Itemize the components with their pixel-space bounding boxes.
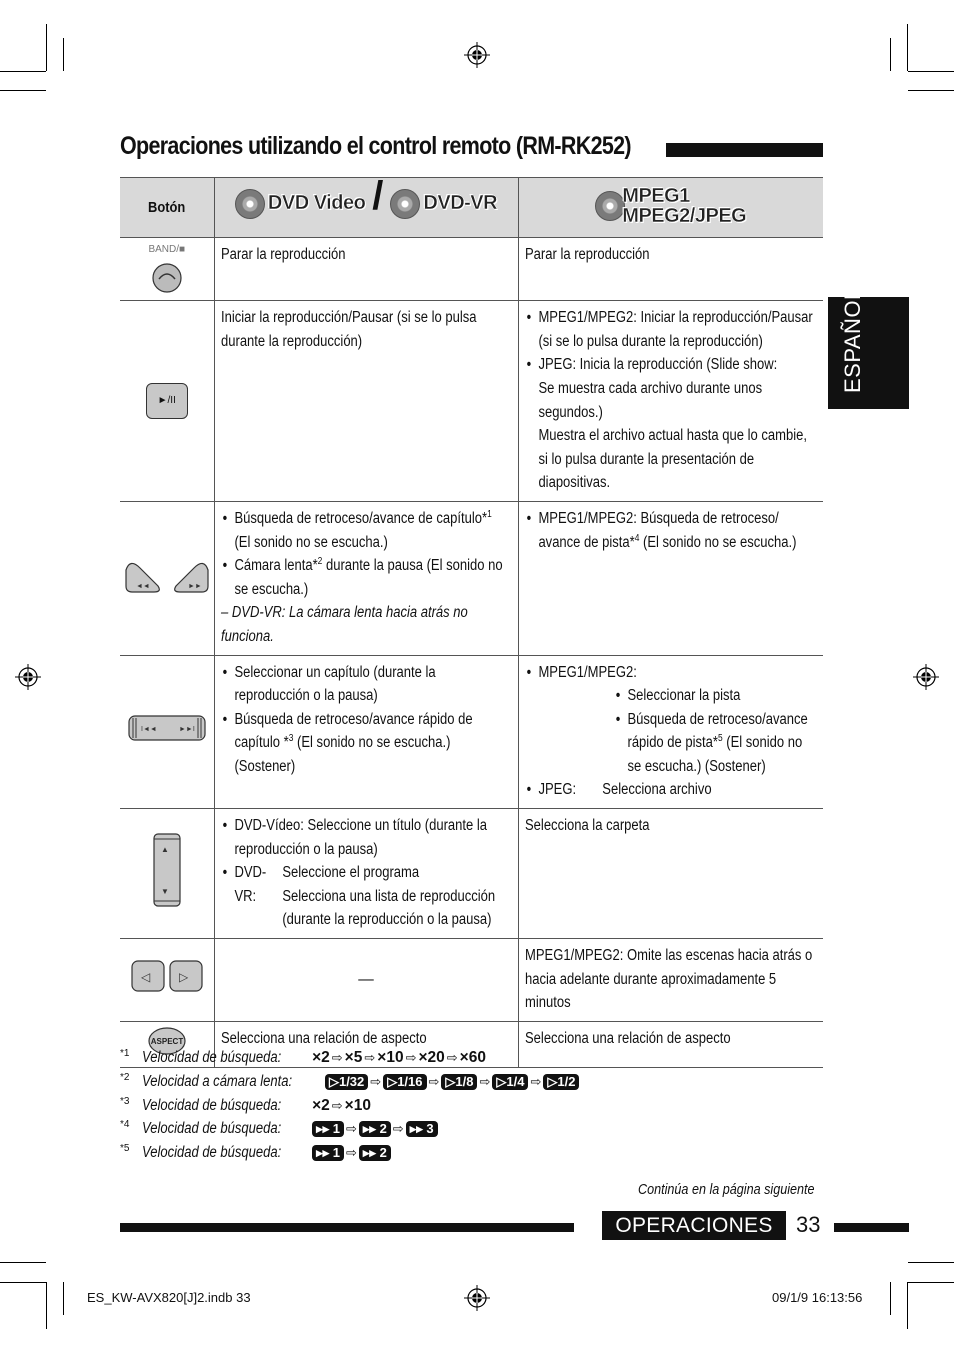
disc-icon bbox=[235, 189, 265, 219]
language-tab bbox=[828, 287, 909, 409]
list-item: • JPEG: Selecciona archivo bbox=[525, 778, 817, 802]
crop-mark bbox=[890, 38, 891, 71]
title-bar bbox=[666, 143, 823, 157]
crop-mark bbox=[46, 1282, 47, 1329]
band-label: BAND/■ bbox=[148, 244, 186, 255]
crop-mark bbox=[907, 1282, 908, 1329]
svg-text:▲: ▲ bbox=[160, 844, 169, 854]
file-info: ES_KW-AVX820[J]2.indb 33 bbox=[87, 1290, 251, 1305]
svg-text:▼: ▼ bbox=[160, 886, 169, 896]
footnotes bbox=[120, 1046, 579, 1165]
remote-operations-table bbox=[120, 173, 823, 1068]
row1-dvd: Parar la reproducción bbox=[214, 238, 518, 301]
svg-text:◁: ◁ bbox=[140, 970, 150, 985]
list-item: • MPEG1/MPEG2: Iniciar la reproducción/Pausar (si se lo pulsa durante la reproducción) bbox=[525, 306, 817, 353]
continues-note: Continúa en la página siguiente bbox=[638, 1181, 815, 1198]
rew-ff-buttons-icon[interactable] bbox=[122, 552, 212, 596]
table-row bbox=[120, 655, 823, 809]
section-label: OPERACIONES bbox=[602, 1211, 786, 1240]
row5-mpeg: Selecciona la carpeta bbox=[518, 809, 823, 939]
mpeg-logo: MPEG1 MPEG2/JPEG bbox=[595, 186, 746, 226]
registration-mark-icon bbox=[913, 664, 939, 690]
row7-dvd: Selecciona una relación de aspecto bbox=[214, 1021, 518, 1067]
table-row bbox=[120, 939, 823, 1022]
crop-mark bbox=[0, 1262, 46, 1263]
row1-mpeg: Parar la reproducción bbox=[518, 238, 823, 301]
row6-dvd: — bbox=[214, 939, 518, 1022]
crop-mark bbox=[46, 24, 47, 71]
disc-icon bbox=[595, 191, 625, 221]
row2-mpeg bbox=[518, 301, 823, 502]
row5-dvd bbox=[214, 809, 518, 939]
play-pause-button[interactable]: ►/II bbox=[146, 383, 188, 419]
list-item: • Búsqueda de retroceso/avance rápido de pista*$^5$ (El sonido no se escucha.) (Sostener) bbox=[614, 708, 817, 779]
band-stop-button-cell bbox=[120, 238, 214, 301]
play-pause-button-cell bbox=[120, 301, 214, 502]
row4-mpeg bbox=[518, 655, 823, 809]
table-row bbox=[120, 501, 823, 655]
left-right-buttons-cell bbox=[120, 939, 214, 1022]
up-down-buttons-icon[interactable] bbox=[152, 832, 182, 908]
registration-mark-icon bbox=[15, 664, 41, 690]
table-row bbox=[120, 238, 823, 301]
header-dvd bbox=[214, 173, 518, 238]
dvd-vr-note: – DVD-VR: La cámara lenta hacia atrás no funciona. bbox=[220, 604, 468, 645]
list-item: • Búsqueda de retroceso/avance de capítulo*$^1$ (El sonido no se escucha.) bbox=[221, 507, 512, 554]
disc-icon bbox=[390, 189, 420, 219]
svg-text:◄◄: ◄◄ bbox=[135, 583, 150, 591]
page-title: Operaciones utilizando el control remoto (RM-RK252) bbox=[120, 132, 631, 160]
footer-bar bbox=[834, 1223, 909, 1232]
crop-mark bbox=[908, 71, 954, 72]
table-row bbox=[120, 809, 823, 939]
svg-text:►►: ►► bbox=[187, 583, 202, 591]
crop-mark bbox=[908, 1282, 954, 1283]
row7-mpeg: Selecciona una relación de aspecto bbox=[518, 1021, 823, 1067]
row4-dvd bbox=[214, 655, 518, 809]
crop-mark bbox=[908, 1262, 954, 1263]
crop-mark bbox=[0, 90, 46, 91]
footnote-3: *3 Velocidad de búsqueda: ×2 ⇨ ×10 bbox=[120, 1095, 371, 1114]
list-item: • DVD-Vídeo: Seleccione un título (durante la reproducción o la pausa) bbox=[221, 814, 512, 861]
row3-dvd bbox=[214, 501, 518, 655]
crop-mark bbox=[908, 90, 954, 91]
list-item: • Búsqueda de retroceso/avance rápido de capítulo *$^3$ (El sonido no se escucha.) (Sostener) bbox=[221, 708, 512, 779]
list-item: • MPEG1/MPEG2: Búsqueda de retroceso/ avance de pista*$^4$ (El sonido no se escucha.) bbox=[525, 507, 817, 554]
dvd-logo: DVD Video / DVD-VR bbox=[235, 189, 497, 219]
footnote-5: *5 Velocidad de búsqueda: ▸▸ 1 ⇨ ▸▸ 2 bbox=[120, 1141, 579, 1165]
row3-mpeg bbox=[518, 501, 823, 655]
list-item: • MPEG1/MPEG2: • Seleccionar la pista • Búsqueda de retroceso/avance rápido de pista*$^5$ (El sonido no se escucha.) (Sostener) bbox=[525, 661, 817, 779]
header-mpeg bbox=[518, 178, 823, 238]
crop-mark bbox=[0, 71, 46, 72]
registration-mark-icon bbox=[464, 42, 490, 68]
footnote-1: *1 Velocidad de búsqueda: ×2 ⇨ ×5 ⇨ ×10 ⇨ ×20 ⇨ ×60 bbox=[120, 1048, 486, 1066]
row6-mpeg: MPEG1/MPEG2: Omite las escenas hacia atrás o hacia adelante durante aproximadamente 5 minutos bbox=[518, 939, 823, 1022]
table-header-row bbox=[120, 178, 823, 238]
crop-mark bbox=[0, 1282, 46, 1283]
row2-dvd: Iniciar la reproducción/Pausar (si se lo pulsa durante la reproducción) bbox=[214, 301, 518, 502]
crop-mark bbox=[63, 38, 64, 71]
header-button: Botón bbox=[120, 178, 214, 238]
svg-text:ASPECT: ASPECT bbox=[150, 1036, 183, 1046]
list-item: • Seleccionar la pista bbox=[614, 684, 817, 708]
up-down-buttons-cell bbox=[120, 809, 214, 939]
crop-mark bbox=[63, 1282, 64, 1315]
date-info: 09/1/9 16:13:56 bbox=[772, 1290, 863, 1305]
list-item: • JPEG: Inicia la reproducción (Slide show: Se muestra cada archivo durante unos segundos.) Muestra el archivo actual hasta que lo cambie, si lo pulsa durante la presentación de diapositivas. bbox=[525, 353, 817, 495]
crop-mark bbox=[890, 1282, 891, 1315]
prev-next-buttons-cell bbox=[120, 655, 214, 809]
list-item: • Seleccionar un capítulo (durante la reproducción o la pausa) bbox=[221, 661, 512, 708]
svg-text:▷: ▷ bbox=[178, 970, 188, 985]
list-item: • Cámara lenta*$^2$ durante la pausa (El sonido no se escucha.) bbox=[221, 554, 512, 601]
page-number: 33 bbox=[796, 1212, 821, 1237]
registration-mark-icon bbox=[464, 1285, 490, 1311]
band-stop-button-icon[interactable] bbox=[151, 263, 183, 293]
table-row bbox=[120, 301, 823, 502]
svg-text:►►I: ►►I bbox=[178, 725, 195, 733]
footnote-4: *4 Velocidad de búsqueda: ▸▸ 1 ⇨ ▸▸ 2 ⇨ ▸▸ 3 bbox=[120, 1117, 579, 1141]
rew-ff-buttons-cell bbox=[120, 501, 214, 655]
left-right-buttons-icon[interactable] bbox=[130, 959, 204, 993]
list-item: • DVD-VR: Seleccione el programa Selecciona una lista de reproducción (durante la reproducción o la pausa) bbox=[221, 861, 512, 932]
prev-next-buttons-icon[interactable] bbox=[127, 713, 207, 743]
footer-bar bbox=[120, 1223, 574, 1232]
footnote-2: *2 Velocidad a cámara lenta: ▷1/32 ⇨ ▷1/16 ⇨ ▷1/8 ⇨ ▷1/4 ⇨ ▷1/2 bbox=[120, 1070, 579, 1094]
svg-text:I◄◄: I◄◄ bbox=[140, 725, 157, 733]
crop-mark bbox=[907, 24, 908, 71]
language-tab-label: ESPAÑOL bbox=[840, 287, 865, 393]
